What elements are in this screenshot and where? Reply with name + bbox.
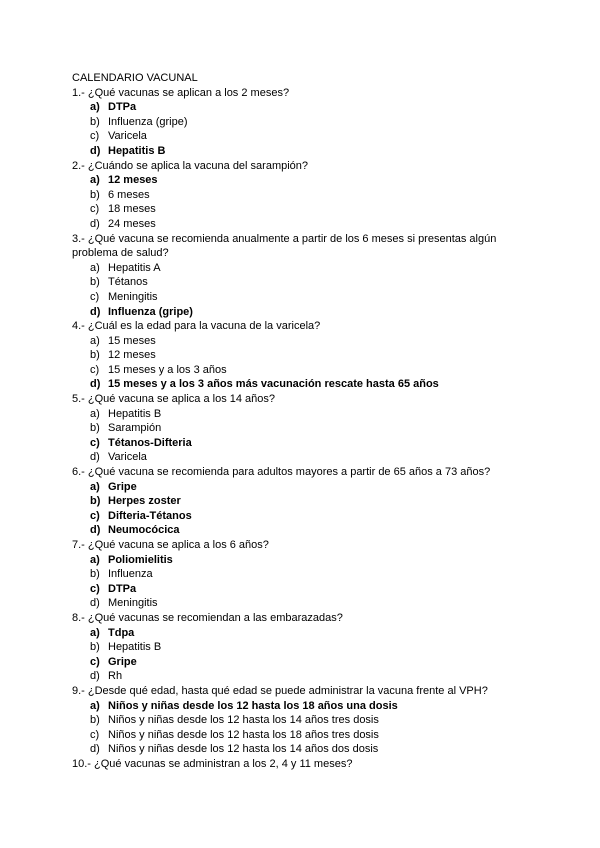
option-text: Varicela	[108, 130, 147, 143]
option-text: 6 meses	[108, 188, 150, 201]
option-text: Hepatitis B	[108, 407, 162, 420]
question-1-option	[72, 144, 542, 159]
question-4-option	[72, 377, 542, 392]
option-letter: d)	[90, 451, 100, 464]
option-text: Influenza (gripe)	[108, 305, 193, 318]
question-7-text: 7.- ¿Qué vacuna se aplica a los 6 años?	[72, 539, 269, 551]
option-text: 15 meses y a los 3 años más vacunación rescate hasta 65 años	[108, 378, 439, 391]
question-8-option	[72, 626, 542, 641]
option-letter: d)	[90, 597, 100, 610]
option-letter: b)	[90, 349, 100, 362]
question-3-option	[72, 305, 542, 320]
question-10-text: 10.- ¿Qué vacunas se administran a los 2, 4 y 11 meses?	[72, 757, 353, 770]
question-5-option	[72, 421, 542, 436]
option-text: Influenza	[108, 568, 153, 581]
question-8-option	[72, 655, 542, 670]
option-text: Niños y niñas desde los 12 hasta los 18 años tres dosis	[108, 728, 379, 741]
option-letter: b)	[90, 641, 100, 654]
option-letter: d)	[90, 217, 100, 230]
question-2-option	[72, 202, 542, 217]
question-8-option	[72, 669, 542, 684]
question-6-option	[72, 509, 542, 524]
option-text: Neumocócica	[108, 524, 180, 537]
question-5-option	[72, 436, 542, 451]
option-text: Niños y niñas desde los 12 hasta los 14 años tres dosis	[108, 714, 379, 727]
question-6-text: 6.- ¿Qué vacuna se recomienda para adultos mayores a partir de 65 años a 73 años?	[72, 466, 491, 479]
document-content	[72, 71, 542, 772]
option-text: Poliomielitis	[108, 553, 173, 566]
option-text: Hepatitis B	[108, 641, 162, 654]
option-text: Gripe	[108, 655, 137, 668]
question-5-option	[72, 450, 542, 465]
option-letter: a)	[90, 407, 100, 420]
option-letter: a)	[90, 553, 100, 566]
option-text: 12 meses	[108, 349, 156, 362]
option-text: DTPa	[108, 101, 137, 114]
question-4-option	[72, 334, 542, 349]
question-1-option	[72, 129, 542, 144]
question-6-option	[72, 523, 542, 538]
option-letter: b)	[90, 714, 100, 727]
question-6-option	[72, 480, 542, 495]
question-9-option	[72, 728, 542, 743]
option-text: Meningitis	[108, 597, 158, 610]
option-text: Niños y niñas desde los 12 hasta los 14 años dos dosis	[108, 743, 379, 756]
option-letter: c)	[90, 363, 100, 376]
option-text: Tétanos-Difteria	[108, 436, 192, 449]
question-9-option	[72, 699, 542, 714]
option-letter: a)	[90, 334, 100, 347]
option-letter: a)	[90, 174, 100, 187]
option-text: DTPa	[108, 582, 137, 595]
document-title: CALENDARIO VACUNAL	[72, 72, 198, 84]
question-2-option	[72, 173, 542, 188]
option-text: Difteria-Tétanos	[108, 509, 192, 522]
question-1-option	[72, 115, 542, 130]
question-5-text: 5.- ¿Qué vacuna se aplica a los 14 años?	[72, 393, 276, 406]
option-letter: d)	[90, 743, 100, 756]
question-1-option	[72, 100, 542, 115]
option-text: Hepatitis B	[108, 144, 166, 157]
option-letter: d)	[90, 378, 101, 391]
question-3-option	[72, 290, 542, 305]
question-1-text: 1.- ¿Qué vacunas se aplican a los 2 meses?	[72, 86, 290, 99]
option-letter: c)	[90, 436, 100, 449]
question-7-option	[72, 567, 542, 582]
option-text: Sarampión	[108, 422, 162, 435]
option-letter: c)	[90, 728, 100, 741]
option-letter: d)	[90, 670, 100, 683]
option-letter: a)	[90, 101, 100, 114]
option-text: Tétanos	[108, 276, 148, 289]
option-letter: b)	[90, 495, 101, 508]
option-text: Meningitis	[108, 290, 158, 303]
option-letter: b)	[90, 276, 100, 289]
option-letter: c)	[90, 290, 100, 303]
question-9-option	[72, 742, 542, 757]
question-2-option	[72, 217, 542, 232]
option-text: Hepatitis A	[108, 261, 161, 274]
option-letter: a)	[90, 261, 100, 274]
option-text: Rh	[108, 670, 123, 683]
option-letter: c)	[90, 130, 100, 143]
option-text: Gripe	[108, 480, 137, 493]
option-text: 24 meses	[108, 217, 156, 230]
option-text: Varicela	[108, 451, 147, 464]
option-text: Tdpa	[108, 626, 135, 639]
option-text: Niños y niñas desde los 12 hasta los 18 años una dosis	[108, 699, 398, 712]
question-4-text: 4.- ¿Cuál es la edad para la vacuna de la varicela?	[72, 320, 321, 333]
question-8-text: 8.- ¿Qué vacunas se recomiendan a las embarazadas?	[72, 611, 343, 624]
question-9-option	[72, 713, 542, 728]
option-letter: c)	[90, 655, 100, 668]
option-letter: c)	[90, 582, 100, 595]
option-text: 12 meses	[108, 174, 158, 187]
question-3-text: 3.- ¿Qué vacuna se recomienda anualmente a partir de los 6 meses si presentas algún problema de salud?	[72, 232, 497, 260]
question-7-option	[72, 582, 542, 597]
option-text: 15 meses	[108, 334, 156, 347]
option-text: 15 meses y a los 3 años	[108, 363, 227, 376]
question-7-option	[72, 553, 542, 568]
option-letter: a)	[90, 626, 100, 639]
question-8-option	[72, 640, 542, 655]
option-letter: d)	[90, 144, 101, 157]
option-letter: d)	[90, 305, 101, 318]
option-letter: a)	[90, 480, 100, 493]
question-4-option	[72, 348, 542, 363]
option-letter: b)	[90, 568, 100, 581]
question-6-option	[72, 494, 542, 509]
question-4-option	[72, 363, 542, 378]
option-text: Herpes zoster	[108, 495, 181, 508]
option-letter: c)	[90, 203, 100, 216]
option-letter: b)	[90, 115, 100, 128]
question-5-option	[72, 407, 542, 422]
option-text: Influenza (gripe)	[108, 115, 188, 128]
option-text: 18 meses	[108, 203, 156, 216]
option-letter: a)	[90, 699, 100, 712]
option-letter: d)	[90, 524, 101, 537]
question-7-option	[72, 596, 542, 611]
option-letter: c)	[90, 509, 100, 522]
question-3-option	[72, 275, 542, 290]
question-3-option	[72, 261, 542, 276]
option-letter: b)	[90, 188, 100, 201]
option-letter: b)	[90, 422, 100, 435]
question-2-text: 2.- ¿Cuándo se aplica la vacuna del sarampión?	[72, 159, 309, 172]
question-9-text: 9.- ¿Desde qué edad, hasta qué edad se puede administrar la vacuna frente al VPH?	[72, 684, 488, 697]
question-2-option	[72, 188, 542, 203]
